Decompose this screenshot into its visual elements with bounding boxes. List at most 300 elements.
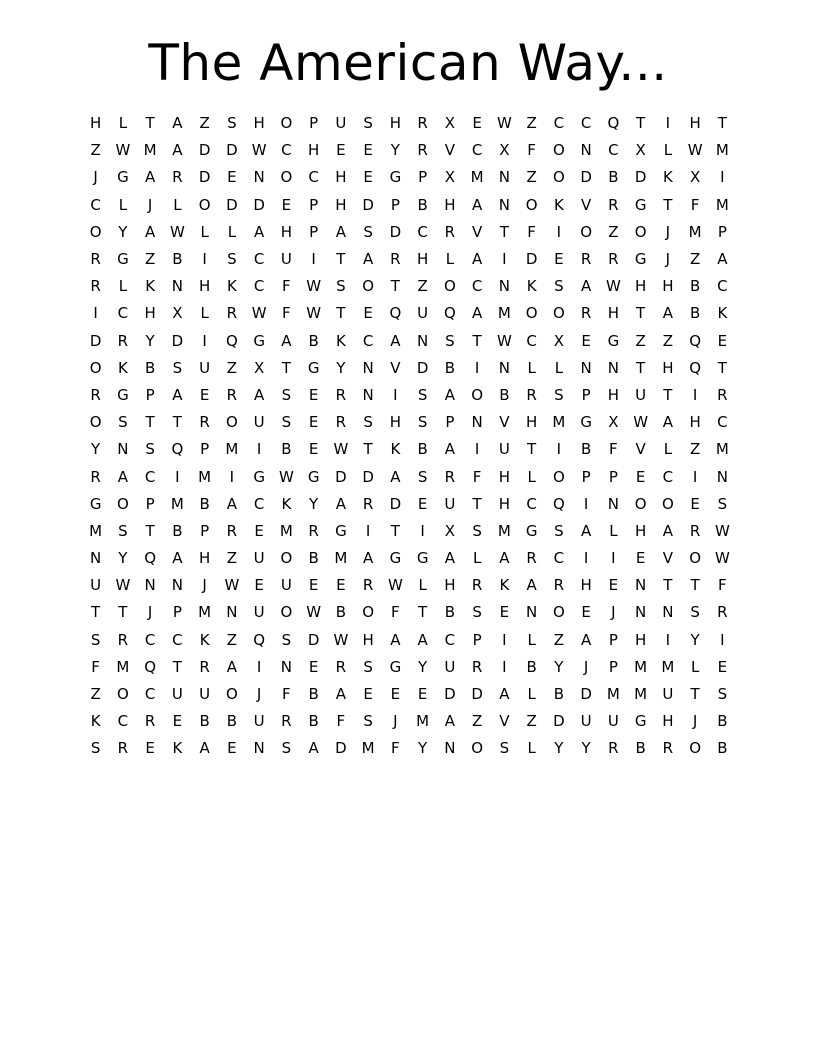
grid-row — [82, 192, 736, 219]
grid-letter: Z — [471, 712, 483, 731]
grid-letter: L — [200, 304, 209, 323]
grid-letter: T — [172, 413, 182, 432]
grid-letter: O — [471, 385, 484, 404]
grid-letter: O — [552, 141, 565, 160]
grid-letter: S — [417, 413, 428, 432]
grid-letter: N — [90, 549, 102, 568]
grid-letter: A — [526, 576, 537, 595]
grid-letter: B — [417, 195, 428, 214]
grid-letter: L — [609, 521, 618, 540]
grid-letter: W — [605, 277, 621, 296]
grid-letter: H — [498, 467, 511, 486]
grid-letter: S — [717, 685, 728, 704]
grid-letter: O — [362, 603, 375, 622]
grid-letter: E — [172, 712, 183, 731]
grid-letter: E — [417, 685, 428, 704]
grid-letter: N — [716, 467, 728, 486]
grid-letter: G — [335, 521, 347, 540]
grid-letter: T — [390, 277, 400, 296]
grid-letter: Y — [418, 739, 428, 758]
grid-letter: I — [583, 494, 589, 513]
grid-letter: S — [717, 494, 728, 513]
grid-letter: I — [229, 467, 235, 486]
grid-letter: X — [608, 413, 619, 432]
grid-letter: Y — [554, 657, 564, 676]
grid-letter: D — [580, 168, 592, 187]
grid-letter: E — [581, 331, 591, 350]
grid-letter: S — [472, 521, 482, 540]
grid-letter: H — [335, 168, 347, 187]
grid-letter: H — [607, 385, 620, 404]
grid-letter: H — [198, 277, 211, 296]
grid-letter: T — [717, 358, 727, 377]
grid-letter: K — [281, 494, 292, 513]
grid-letter: O — [552, 467, 565, 486]
grid-letter: E — [227, 168, 237, 187]
grid-letter: E — [581, 603, 591, 622]
grid-letter: D — [253, 195, 265, 214]
grid-letter: S — [281, 413, 292, 432]
grid-letter: D — [634, 168, 647, 187]
grid-letter: W — [306, 603, 322, 622]
grid-letter: T — [281, 358, 291, 377]
grid-letter: N — [417, 331, 429, 350]
grid-letter: E — [363, 141, 373, 160]
grid-letter: E — [254, 576, 264, 595]
grid-letter: I — [692, 467, 698, 486]
grid-letter: O — [689, 549, 702, 568]
grid-letter: C — [362, 331, 374, 350]
grid-letter: J — [583, 657, 589, 676]
grid-letter: T — [472, 331, 482, 350]
grid-letter: Z — [90, 141, 101, 160]
grid-row — [82, 273, 736, 300]
grid-letter: M — [279, 521, 293, 540]
grid-letter: I — [256, 657, 262, 676]
grid-letter: A — [499, 685, 510, 704]
grid-letter: N — [526, 603, 538, 622]
grid-letter: C — [144, 630, 156, 649]
grid-letter: L — [445, 250, 455, 269]
grid-letter: X — [499, 141, 510, 160]
grid-letter: Y — [554, 739, 564, 758]
grid-letter: K — [390, 440, 401, 459]
grid-letter: X — [689, 168, 701, 187]
grid-letter: L — [118, 277, 128, 296]
grid-row — [82, 246, 736, 273]
grid-letter: D — [226, 195, 238, 214]
grid-letter: C — [662, 467, 674, 486]
grid-letter: J — [147, 195, 153, 214]
grid-letter: V — [662, 549, 673, 568]
grid-letter: T — [390, 521, 400, 540]
grid-letter: O — [471, 739, 484, 758]
grid-letter: I — [420, 521, 425, 540]
grid-letter: Z — [199, 114, 210, 133]
grid-letter: M — [198, 603, 212, 622]
grid-letter: E — [336, 576, 346, 595]
grid-letter: O — [280, 114, 293, 133]
grid-letter: G — [634, 195, 647, 214]
grid-letter: Y — [118, 222, 128, 241]
grid-letter: B — [580, 440, 592, 459]
grid-letter: E — [472, 114, 482, 133]
grid-letter: Z — [553, 630, 565, 649]
grid-letter: S — [417, 467, 428, 486]
grid-letter: H — [444, 195, 456, 214]
grid-letter: B — [199, 712, 210, 731]
grid-letter: N — [253, 168, 265, 187]
grid-letter: C — [526, 331, 537, 350]
grid-letter: U — [199, 358, 211, 377]
grid-letter: E — [499, 603, 510, 622]
grid-letter: T — [499, 222, 509, 241]
grid-letter: A — [471, 304, 483, 323]
grid-letter: S — [336, 277, 346, 296]
grid-letter: Q — [253, 630, 266, 649]
grid-letter: Z — [635, 331, 646, 350]
grid-letter: F — [391, 603, 400, 622]
grid-letter: B — [635, 739, 646, 758]
grid-letter: H — [525, 413, 538, 432]
grid-letter: A — [362, 250, 374, 269]
grid-letter: F — [609, 440, 618, 459]
grid-row — [82, 708, 736, 735]
grid-letter: R — [199, 657, 210, 676]
grid-letter: W — [714, 549, 730, 568]
grid-letter: W — [714, 521, 730, 540]
grid-row — [82, 545, 736, 572]
grid-letter: L — [663, 141, 673, 160]
grid-letter: C — [444, 630, 456, 649]
grid-letter: A — [253, 385, 265, 404]
grid-letter: Q — [389, 304, 402, 323]
grid-letter: L — [472, 549, 482, 568]
grid-letter: L — [418, 576, 427, 595]
grid-letter: Z — [90, 685, 101, 704]
grid-letter: I — [93, 304, 98, 323]
grid-letter: I — [502, 250, 507, 269]
grid-letter: E — [363, 685, 373, 704]
grid-letter: O — [525, 195, 538, 214]
grid-letter: A — [662, 521, 673, 540]
grid-letter: A — [580, 630, 592, 649]
grid-letter: N — [607, 494, 619, 513]
grid-letter: S — [417, 385, 428, 404]
grid-letter: T — [145, 114, 155, 133]
grid-letter: O — [634, 494, 647, 513]
grid-letter: I — [720, 630, 725, 649]
grid-letter: L — [527, 358, 536, 377]
grid-letter: A — [226, 657, 237, 676]
grid-row — [82, 681, 736, 708]
grid-letter: I — [474, 440, 480, 459]
grid-letter: B — [717, 739, 728, 758]
grid-letter: I — [556, 440, 562, 459]
grid-letter: A — [335, 685, 346, 704]
grid-letter: Q — [171, 440, 184, 459]
grid-letter: N — [171, 576, 183, 595]
grid-letter: T — [663, 195, 673, 214]
grid-letter: R — [471, 576, 483, 595]
grid-letter: V — [580, 195, 592, 214]
grid-letter: A — [172, 141, 183, 160]
grid-letter: A — [390, 467, 401, 486]
grid-letter: B — [717, 712, 728, 731]
grid-letter: G — [117, 385, 129, 404]
grid-letter: E — [254, 521, 264, 540]
word-search-grid — [82, 110, 736, 763]
grid-letter: O — [362, 277, 375, 296]
grid-letter: I — [502, 657, 507, 676]
grid-letter: A — [253, 222, 265, 241]
grid-letter: E — [390, 685, 401, 704]
grid-letter: I — [256, 440, 262, 459]
grid-letter: W — [306, 277, 322, 296]
grid-letter: I — [202, 331, 207, 350]
grid-letter: H — [662, 358, 674, 377]
grid-letter: E — [308, 657, 319, 676]
grid-letter: L — [663, 440, 673, 459]
grid-letter: L — [554, 358, 564, 377]
grid-letter: O — [525, 304, 538, 323]
grid-letter: S — [363, 114, 373, 133]
grid-letter: R — [689, 521, 701, 540]
grid-letter: A — [144, 222, 156, 241]
grid-letter: N — [498, 168, 510, 187]
grid-letter: N — [171, 277, 183, 296]
grid-letter: A — [417, 630, 428, 649]
grid-letter: C — [308, 168, 319, 187]
grid-letter: Z — [144, 250, 156, 269]
grid-letter: A — [144, 168, 156, 187]
grid-letter: P — [200, 521, 210, 540]
grid-letter: E — [308, 413, 319, 432]
grid-letter: N — [471, 413, 483, 432]
grid-letter: Z — [689, 250, 701, 269]
grid-letter: C — [471, 277, 483, 296]
grid-letter: Z — [526, 114, 537, 133]
grid-letter: M — [552, 413, 566, 432]
grid-letter: F — [336, 712, 346, 731]
grid-letter: R — [717, 603, 728, 622]
grid-letter: C — [117, 304, 129, 323]
grid-letter: R — [308, 521, 319, 540]
grid-letter: G — [416, 549, 429, 568]
grid-letter: I — [665, 630, 671, 649]
grid-letter: L — [118, 195, 128, 214]
grid-letter: R — [281, 712, 292, 731]
grid-letter: K — [90, 712, 101, 731]
grid-letter: J — [256, 685, 262, 704]
grid-letter: K — [335, 331, 346, 350]
grid-letter: O — [89, 222, 102, 241]
grid-letter: Q — [607, 114, 620, 133]
grid-letter: I — [720, 168, 725, 187]
grid-letter: G — [634, 712, 647, 731]
grid-letter: X — [444, 521, 456, 540]
grid-letter: U — [90, 576, 102, 595]
grid-letter: V — [390, 358, 401, 377]
grid-letter: A — [662, 413, 673, 432]
grid-letter: V — [635, 440, 646, 459]
grid-letter: K — [172, 739, 183, 758]
grid-letter: T — [717, 114, 727, 133]
grid-letter: J — [611, 603, 616, 622]
grid-letter: M — [634, 657, 648, 676]
grid-letter: W — [278, 467, 294, 486]
grid-letter: B — [226, 712, 238, 731]
grid-letter: W — [224, 576, 240, 595]
grid-letter: R — [417, 114, 428, 133]
grid-letter: J — [202, 576, 207, 595]
grid-letter: V — [471, 222, 483, 241]
grid-letter: H — [362, 630, 374, 649]
grid-letter: C — [144, 467, 156, 486]
grid-letter: U — [444, 494, 456, 513]
grid-letter: G — [307, 467, 320, 486]
grid-letter: T — [663, 385, 673, 404]
grid-letter: U — [444, 657, 456, 676]
grid-letter: A — [362, 549, 374, 568]
grid-letter: F — [282, 685, 291, 704]
grid-letter: W — [169, 222, 185, 241]
grid-letter: R — [662, 739, 674, 758]
grid-letter: O — [116, 494, 129, 513]
grid-letter: P — [418, 168, 428, 187]
grid-letter: N — [144, 576, 156, 595]
grid-letter: A — [499, 549, 510, 568]
grid-letter: T — [636, 114, 646, 133]
grid-letter: I — [692, 385, 698, 404]
grid-letter: L — [200, 222, 209, 241]
grid-letter: O — [552, 304, 565, 323]
grid-letter: K — [662, 168, 673, 187]
grid-letter: E — [690, 494, 700, 513]
grid-letter: Z — [662, 331, 674, 350]
grid-letter: T — [418, 603, 428, 622]
grid-letter: O — [443, 277, 456, 296]
grid-letter: S — [363, 657, 373, 676]
grid-letter: P — [608, 657, 618, 676]
grid-letter: G — [389, 657, 402, 676]
grid-letter: C — [471, 141, 483, 160]
grid-letter: S — [281, 739, 292, 758]
grid-letter: R — [335, 657, 347, 676]
grid-letter: E — [363, 168, 373, 187]
grid-letter: N — [498, 277, 510, 296]
grid-letter: M — [715, 141, 729, 160]
grid-row — [82, 518, 736, 545]
grid-letter: C — [90, 195, 101, 214]
grid-row — [82, 164, 736, 191]
grid-letter: O — [580, 222, 593, 241]
grid-letter: J — [692, 712, 698, 731]
grid-letter: A — [117, 467, 128, 486]
grid-letter: K — [199, 630, 210, 649]
grid-letter: E — [635, 549, 646, 568]
grid-letter: G — [253, 467, 265, 486]
grid-letter: C — [253, 250, 265, 269]
grid-letter: P — [472, 630, 482, 649]
grid-letter: X — [444, 114, 456, 133]
grid-letter: B — [526, 657, 537, 676]
grid-letter: R — [471, 657, 483, 676]
grid-letter: I — [502, 630, 507, 649]
grid-letter: Y — [118, 549, 128, 568]
grid-letter: T — [636, 358, 646, 377]
grid-letter: A — [199, 739, 210, 758]
grid-letter: U — [280, 576, 292, 595]
grid-letter: D — [525, 250, 538, 269]
grid-letter: H — [416, 250, 429, 269]
grid-letter: C — [553, 549, 565, 568]
grid-letter: R — [417, 141, 428, 160]
grid-letter: R — [608, 250, 619, 269]
grid-letter: I — [365, 521, 371, 540]
grid-letter: H — [634, 630, 647, 649]
grid-letter: R — [335, 385, 347, 404]
grid-letter: T — [663, 576, 673, 595]
grid-letter: A — [172, 114, 183, 133]
grid-letter: R — [90, 277, 101, 296]
grid-letter: J — [147, 603, 153, 622]
grid-letter: O — [116, 685, 129, 704]
grid-letter: E — [608, 576, 619, 595]
grid-letter: I — [393, 385, 398, 404]
grid-letter: R — [199, 413, 210, 432]
grid-letter: K — [717, 304, 728, 323]
grid-letter: R — [390, 250, 401, 269]
grid-letter: P — [608, 630, 618, 649]
grid-letter: D — [362, 467, 374, 486]
grid-letter: D — [89, 331, 102, 350]
grid-letter: B — [417, 440, 428, 459]
grid-letter: H — [689, 413, 701, 432]
grid-letter: C — [717, 413, 728, 432]
grid-letter: T — [472, 494, 482, 513]
grid-letter: V — [444, 141, 455, 160]
grid-letter: T — [527, 440, 537, 459]
grid-letter: E — [308, 440, 319, 459]
grid-letter: Y — [690, 630, 700, 649]
grid-letter: R — [580, 304, 592, 323]
grid-letter: R — [117, 331, 129, 350]
grid-letter: H — [89, 114, 102, 133]
grid-letter: A — [580, 277, 592, 296]
grid-letter: K — [553, 195, 564, 214]
grid-letter: E — [717, 657, 728, 676]
grid-letter: M — [715, 195, 729, 214]
grid-row — [82, 137, 736, 164]
grid-letter: U — [662, 685, 674, 704]
grid-letter: S — [554, 521, 564, 540]
grid-letter: H — [335, 195, 347, 214]
grid-letter: D — [335, 739, 347, 758]
grid-letter: U — [580, 712, 592, 731]
grid-row — [82, 627, 736, 654]
grid-letter: S — [227, 114, 237, 133]
grid-letter: E — [145, 739, 155, 758]
grid-letter: S — [281, 630, 292, 649]
grid-letter: G — [634, 250, 647, 269]
grid-letter: N — [580, 141, 592, 160]
grid-letter: P — [608, 467, 618, 486]
grid-letter: B — [172, 521, 183, 540]
grid-letter: M — [89, 521, 103, 540]
grid-letter: E — [199, 385, 210, 404]
grid-letter: Z — [689, 440, 701, 459]
